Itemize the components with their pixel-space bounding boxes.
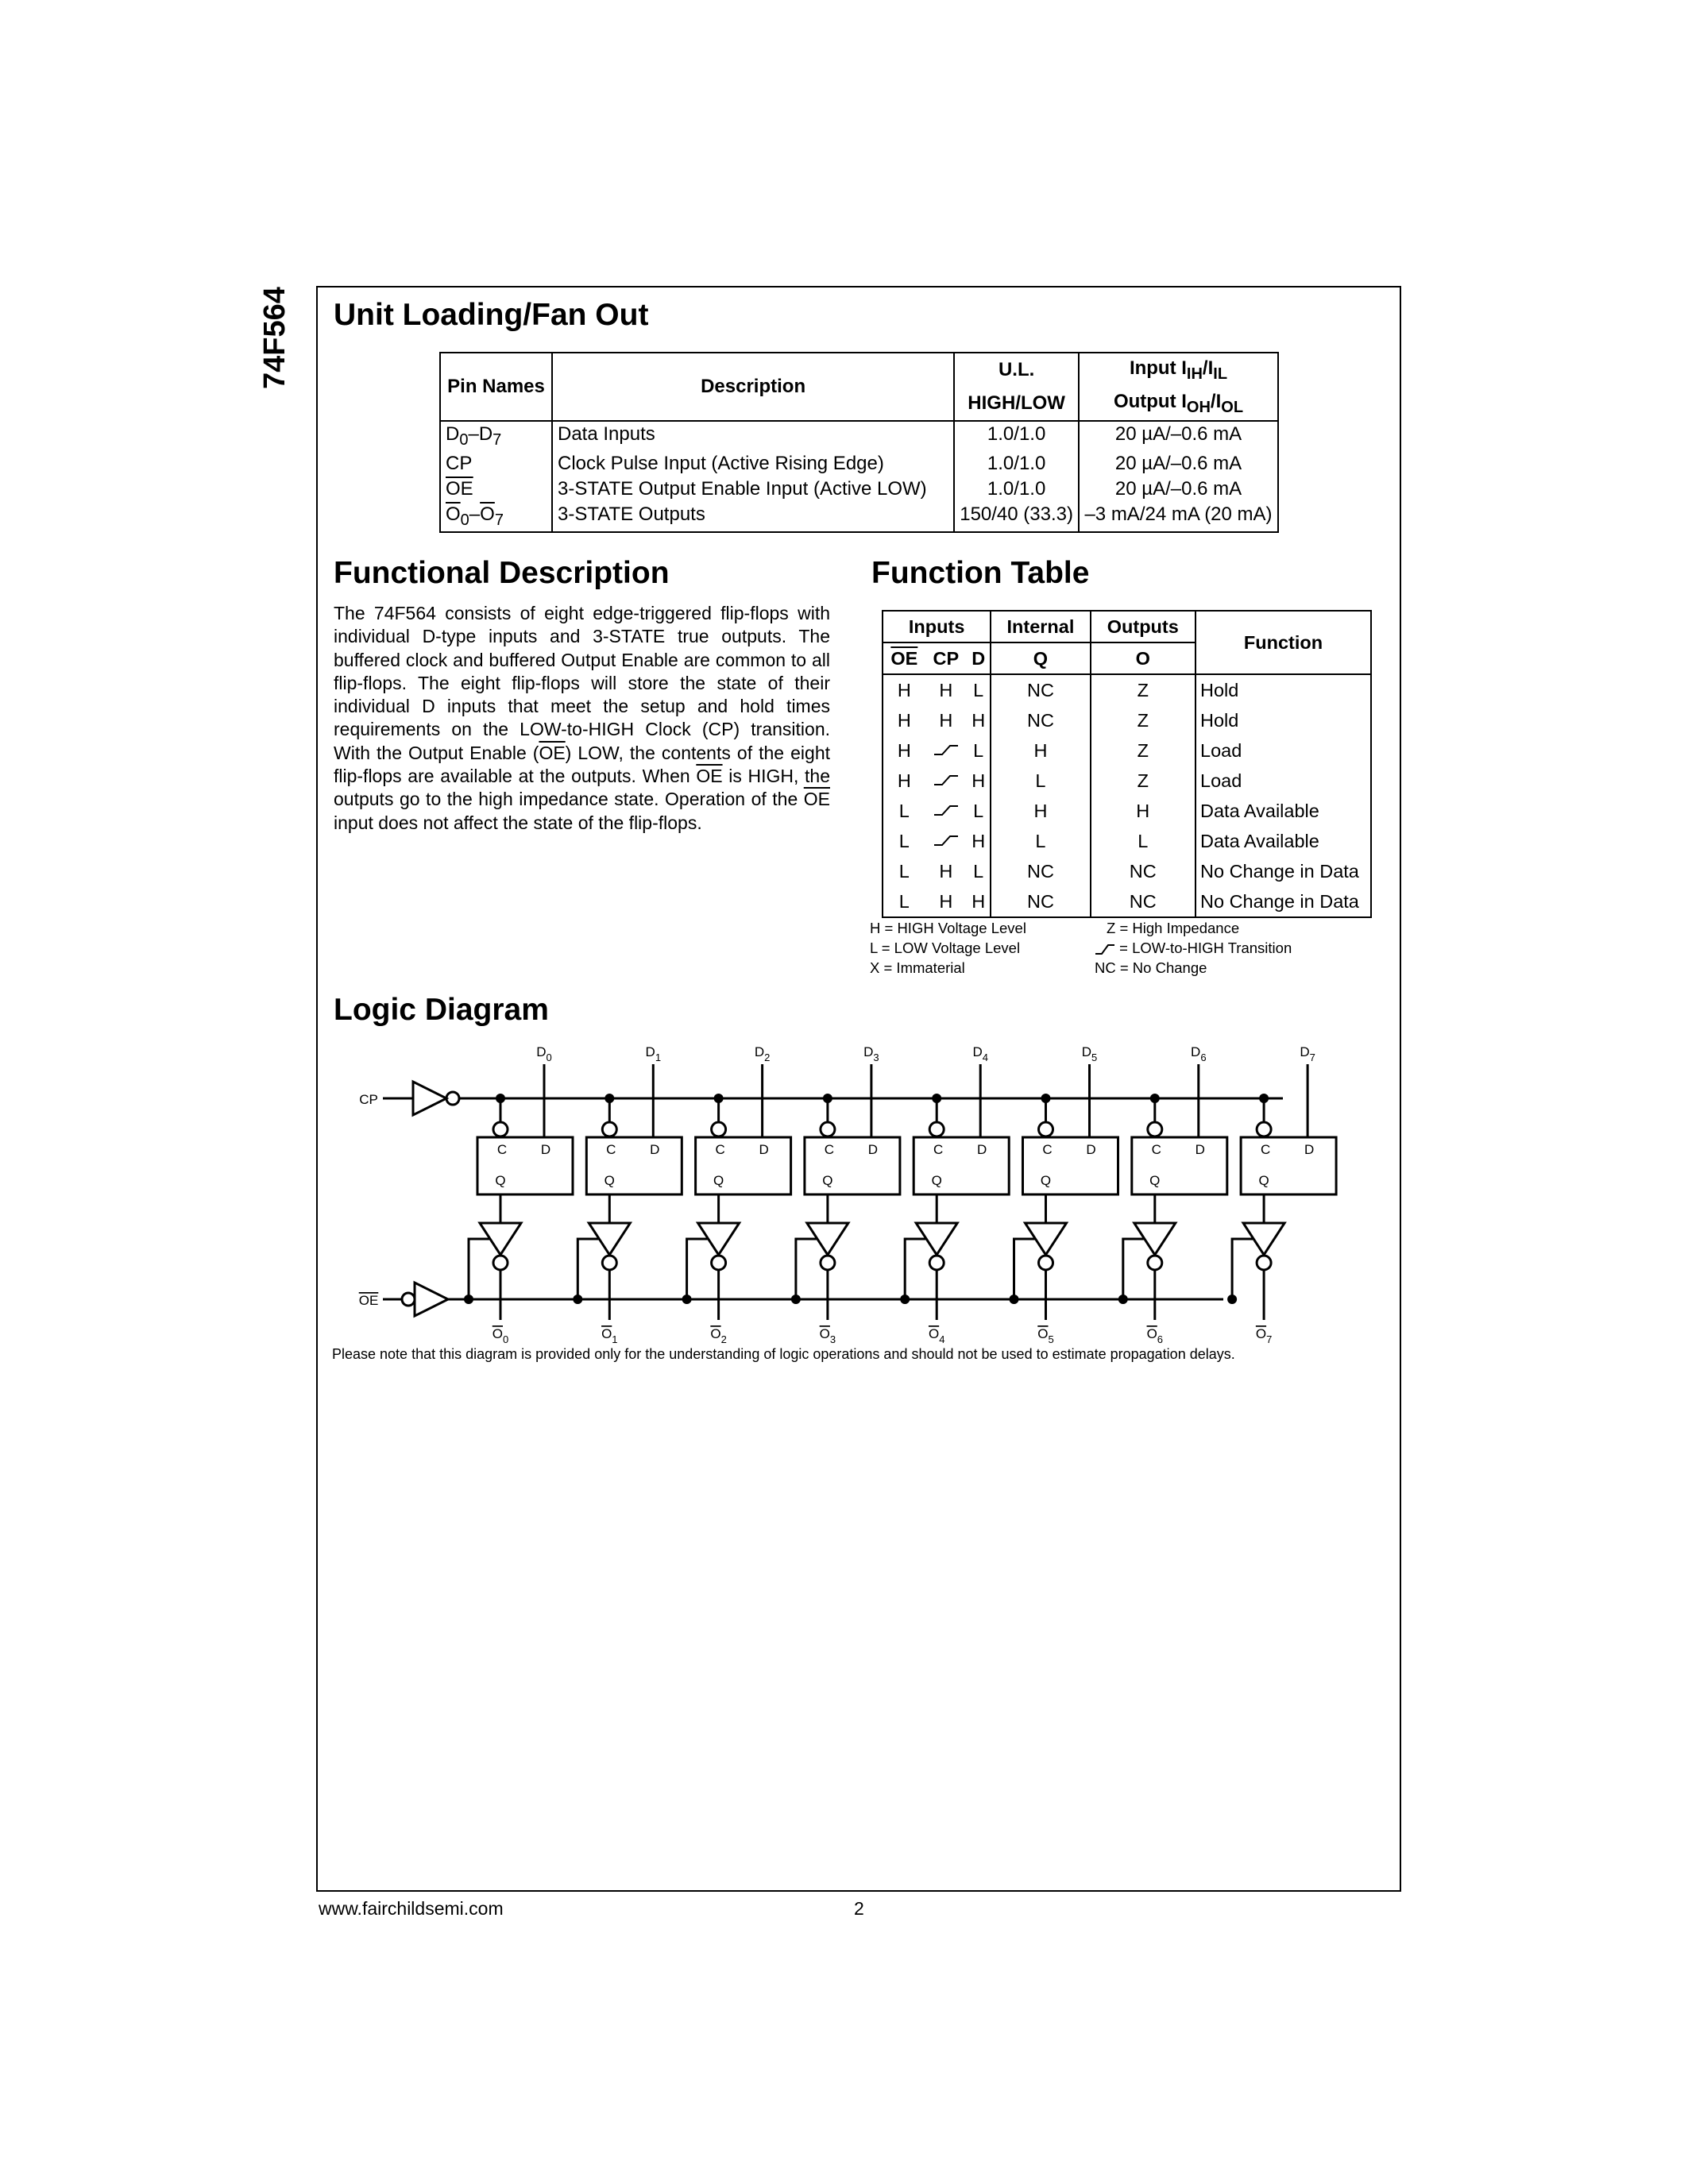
output-letter: O	[1255, 1326, 1267, 1341]
flip-flop-c-label: C	[1151, 1142, 1161, 1157]
description-cell: Data Inputs	[552, 421, 954, 451]
d-cell: L	[967, 856, 991, 886]
oe-cell: L	[883, 796, 925, 826]
legend-high: H = HIGH Voltage Level	[870, 920, 1026, 936]
oe-cell: H	[883, 735, 925, 766]
col-o: O	[1091, 642, 1196, 674]
ul-cell: 1.0/1.0	[954, 451, 1079, 477]
function-table	[882, 610, 1372, 918]
function-cell: No Change in Data	[1196, 856, 1371, 886]
clock-inversion-bubble	[929, 1122, 944, 1136]
data-input-label: $D_4$	[972, 1044, 988, 1063]
output-letter: O	[819, 1326, 830, 1341]
col-d: D	[967, 642, 991, 674]
table-row	[883, 735, 1371, 766]
cp-label: CP	[359, 1092, 378, 1107]
d-cell: H	[967, 886, 991, 917]
function-cell: Hold	[1196, 705, 1371, 735]
flip-flop-c-label: C	[824, 1142, 835, 1157]
q-cell: NC	[991, 674, 1090, 705]
col-description: Description	[552, 353, 954, 421]
legend-no-change: NC = No Change	[1095, 959, 1207, 976]
flip-flop-box	[805, 1137, 900, 1194]
output-label	[1256, 1326, 1272, 1345]
data-input-label: $D_5$	[1081, 1044, 1098, 1063]
flip-flop-d-label: D	[650, 1142, 660, 1157]
rising-edge-icon	[933, 773, 960, 787]
ul-cell: 1.0/1.0	[954, 477, 1079, 502]
enable-control-wire	[469, 1239, 489, 1299]
flip-flop-q-label: Q	[1258, 1173, 1269, 1188]
flip-flop-box	[586, 1137, 682, 1194]
q-cell: H	[991, 796, 1090, 826]
enable-control-wire	[1014, 1239, 1035, 1299]
output-label	[492, 1326, 508, 1345]
q-cell: H	[991, 735, 1090, 766]
col-ul-bottom: HIGH/LOW	[954, 387, 1079, 421]
enable-control-wire	[687, 1239, 708, 1299]
flip-flop-q-label: Q	[822, 1173, 833, 1188]
flip-flop-q-label: Q	[604, 1173, 615, 1188]
diagram-note: Please note that this diagram is provided only for the understanding of logic operations and should not be used to estimate propagation delays.	[332, 1346, 1235, 1362]
data-input-index: 3	[873, 1051, 879, 1063]
table-row	[883, 886, 1371, 917]
rising-edge-icon	[933, 743, 960, 757]
q-cell: NC	[991, 856, 1090, 886]
io-cell: 20 µA/–0.6 mA	[1079, 477, 1278, 502]
enable-control-wire	[796, 1239, 817, 1299]
flip-flop-box	[914, 1137, 1009, 1194]
flip-flop-d-label: D	[1086, 1142, 1096, 1157]
oe-buffer	[415, 1283, 448, 1316]
oe-inversion-bubble	[402, 1293, 415, 1306]
col-input-current: Input $I_{IH}/I_{IL}$	[1079, 353, 1278, 387]
unit-loading-table	[439, 352, 1279, 533]
io-cell: 20 µA/–0.6 mA	[1079, 421, 1278, 451]
output-letter: O	[492, 1326, 503, 1341]
legend-low: L = LOW Voltage Level	[870, 940, 1021, 956]
clock-inversion-bubble	[1257, 1122, 1271, 1136]
output-label	[710, 1326, 726, 1345]
data-input-index: 5	[1091, 1051, 1098, 1063]
ul-cell: 1.0/1.0	[954, 421, 1079, 451]
enable-junction-dot	[791, 1295, 801, 1304]
description-cell: 3-STATE Output Enable Input (Active LOW)	[552, 477, 954, 502]
data-input-label: $D_2$	[754, 1044, 771, 1063]
flip-flop-box	[1241, 1137, 1336, 1194]
col-q: Q	[991, 642, 1090, 674]
col-function: Function	[1196, 611, 1371, 674]
group-internal: Internal	[991, 611, 1090, 642]
flip-flop-q-label: Q	[495, 1173, 506, 1188]
oe-cell: H	[883, 674, 925, 705]
flip-flop-c-label: C	[1260, 1142, 1271, 1157]
flip-flop-q-label: Q	[931, 1173, 942, 1188]
flip-flop-d-label: D	[867, 1142, 879, 1157]
output-inversion-bubble	[493, 1256, 508, 1270]
data-input-index: 6	[1200, 1051, 1207, 1063]
table-row	[440, 477, 1278, 502]
d-cell: L	[967, 735, 991, 766]
d-cell: H	[967, 826, 991, 856]
unit-loading-heading: Unit Loading/Fan Out	[334, 298, 649, 332]
cp-cell	[925, 826, 967, 856]
oe-cell: L	[883, 856, 925, 886]
col-pin-names: Pin Names	[440, 353, 552, 421]
enable-junction-dot	[1010, 1295, 1019, 1304]
cp-buffer	[413, 1082, 446, 1115]
functional-description-text: The 74F564 consists of eight edge-triggered flip-flops with individual D-type inputs and 3-STATE true outputs. The buffered clock and buffered Output Enable are common to all flip-flops. The eight flip-flops will store the state of their individual D inputs that meet the setup and hold times requirements on the LOW-to-HIGH Clock (CP) transition. With the Output Enable $(\overline{OE})$ LOW, the contents of the eight flip-flops are available at the outputs. When $\overline{OE}$ is HIGH, the outputs go to the high impedance state. Operation of the $\overline{OE}$ input does not affect the state of the flip-flops.	[334, 603, 830, 833]
pin-cell: $\overline{O}_0-\overline{O}_7$	[440, 502, 552, 532]
cp-cell	[925, 735, 967, 766]
cp-cell: H	[925, 886, 967, 917]
q-cell: L	[991, 766, 1090, 796]
d-cell: L	[967, 796, 991, 826]
flip-flop-box	[696, 1137, 791, 1194]
function-cell: Data Available	[1196, 826, 1371, 856]
output-letter: O	[1037, 1326, 1049, 1341]
flip-flop-box	[1132, 1137, 1227, 1194]
output-letter: O	[601, 1326, 612, 1341]
pin-cell: $\overline{OE}$	[440, 477, 552, 502]
flip-flop-d-label: D	[1304, 1142, 1315, 1157]
data-input-label: $D_0$	[536, 1044, 552, 1063]
clock-inversion-bubble	[602, 1122, 616, 1136]
col-cp: CP	[925, 642, 967, 674]
table-row	[883, 856, 1371, 886]
output-label	[601, 1326, 617, 1345]
d-cell: L	[967, 674, 991, 705]
group-outputs: Outputs	[1091, 611, 1196, 642]
table-row	[440, 451, 1278, 477]
output-label	[1037, 1326, 1053, 1345]
output-label	[820, 1326, 836, 1345]
output-index: 5	[1048, 1333, 1054, 1345]
output-letter: O	[1146, 1326, 1157, 1341]
clock-inversion-bubble	[1039, 1122, 1053, 1136]
table-row	[440, 502, 1278, 532]
oe-label: OE	[358, 1293, 379, 1308]
cp-cell: H	[939, 709, 953, 731]
enable-junction-dot	[682, 1295, 692, 1304]
output-index: 0	[503, 1333, 509, 1345]
enable-control-wire	[1123, 1239, 1144, 1299]
q-cell: NC	[991, 886, 1090, 917]
d-cell: H	[967, 705, 991, 735]
data-input-label: $D_7$	[1300, 1044, 1315, 1063]
enable-control-wire	[905, 1239, 925, 1299]
output-inversion-bubble	[1039, 1256, 1053, 1270]
table-row	[883, 826, 1371, 856]
enable-control-wire	[577, 1239, 598, 1299]
output-label	[1147, 1326, 1163, 1345]
data-input-index: 0	[546, 1051, 552, 1063]
d-cell: H	[967, 766, 991, 796]
output-letter: O	[710, 1326, 721, 1341]
o-cell: Z	[1091, 674, 1196, 705]
function-cell: Hold	[1196, 674, 1371, 705]
function-cell: No Change in Data	[1196, 886, 1371, 917]
output-index: 4	[939, 1333, 945, 1345]
o-cell: Z	[1091, 735, 1196, 766]
group-inputs: Inputs	[883, 611, 991, 642]
o-cell: NC	[1091, 886, 1196, 917]
function-cell: Load	[1196, 766, 1371, 796]
io-cell: 20 µA/–0.6 mA	[1079, 451, 1278, 477]
pin-cell: $D_0-D_7$	[440, 421, 552, 451]
flip-flop-c-label: C	[606, 1142, 616, 1157]
enable-junction-dot	[1227, 1295, 1237, 1304]
flip-flop-box	[1023, 1137, 1118, 1194]
logic-diagram-heading: Logic Diagram	[334, 993, 549, 1027]
enable-control-wire	[1232, 1239, 1253, 1299]
table-row	[883, 796, 1371, 826]
o-cell: H	[1091, 796, 1196, 826]
flip-flop-c-label: C	[1042, 1142, 1053, 1157]
data-input-label: $D_6$	[1191, 1044, 1207, 1063]
side-part-number: 74F564	[258, 287, 292, 389]
footer-website: www.fairchildsemi.com	[319, 1898, 504, 1919]
flip-flop-d-label: D	[1195, 1142, 1205, 1157]
oe-cell: H	[883, 766, 925, 796]
flip-flop-c-label: C	[496, 1142, 508, 1157]
legend-immaterial: X = Immaterial	[870, 959, 965, 976]
output-inversion-bubble	[1148, 1256, 1162, 1270]
col-oe: $\overline{OE}$	[883, 642, 925, 674]
footer-page-number: 2	[854, 1898, 864, 1919]
enable-junction-dot	[1118, 1295, 1128, 1304]
ul-cell: 150/40 (33.3)	[954, 502, 1079, 532]
cp-cell: H	[939, 860, 953, 882]
flip-flop-d-label: D	[977, 1142, 987, 1157]
flip-flop-q-label: Q	[1149, 1173, 1161, 1188]
table-row	[883, 705, 1371, 735]
o-cell: L	[1091, 826, 1196, 856]
flip-flop-box	[477, 1137, 573, 1194]
q-cell: NC	[991, 705, 1090, 735]
table-row	[883, 674, 1371, 705]
oe-cell: L	[883, 886, 925, 917]
rising-edge-icon	[933, 833, 960, 847]
o-cell: NC	[1091, 856, 1196, 886]
output-index: 3	[829, 1333, 836, 1345]
col-ul-top: U.L.	[954, 353, 1079, 387]
enable-junction-dot	[900, 1295, 910, 1304]
output-inversion-bubble	[602, 1256, 616, 1270]
clock-inversion-bubble	[712, 1122, 726, 1136]
o-cell: Z	[1091, 705, 1196, 735]
output-index: 1	[612, 1333, 618, 1345]
table-row	[883, 766, 1371, 796]
flip-flop-q-label: Q	[1040, 1173, 1052, 1188]
clock-inversion-bubble	[1148, 1122, 1162, 1136]
legend-high-impedance: Z = High Impedance	[1107, 920, 1240, 936]
description-cell: 3-STATE Outputs	[552, 502, 954, 532]
output-inversion-bubble	[821, 1256, 835, 1270]
cp-cell: H	[939, 679, 953, 700]
data-input-label: $D_3$	[863, 1044, 879, 1063]
function-cell: Load	[1196, 735, 1371, 766]
clock-inversion-bubble	[493, 1122, 508, 1136]
rising-edge-icon	[933, 803, 960, 817]
description-cell: Clock Pulse Input (Active Rising Edge)	[552, 451, 954, 477]
legend-transition: = LOW-to-HIGH Transition	[1095, 940, 1292, 957]
flip-flop-q-label: Q	[713, 1173, 724, 1188]
output-inversion-bubble	[712, 1256, 726, 1270]
oe-cell: L	[883, 826, 925, 856]
output-label	[929, 1326, 944, 1345]
function-table-heading: Function Table	[871, 556, 1090, 590]
clock-inversion-bubble	[821, 1122, 835, 1136]
enable-junction-dot	[464, 1295, 473, 1304]
pin-cell: CP	[440, 451, 552, 477]
data-input-index: 2	[764, 1051, 771, 1063]
col-output-current: Output $I_{OH}/I_{OL}$	[1079, 387, 1278, 421]
table-row	[440, 421, 1278, 451]
output-inversion-bubble	[1257, 1256, 1271, 1270]
q-cell: L	[991, 826, 1090, 856]
data-input-index: 7	[1309, 1051, 1315, 1063]
cp-cell	[925, 766, 967, 796]
flip-flop-d-label: D	[540, 1142, 551, 1157]
output-index: 2	[720, 1333, 727, 1345]
output-index: 6	[1157, 1333, 1164, 1345]
enable-junction-dot	[573, 1295, 582, 1304]
data-input-label: $D_1$	[645, 1044, 662, 1063]
flip-flop-c-label: C	[933, 1142, 944, 1157]
flip-flop-c-label: C	[715, 1142, 725, 1157]
cp-cell	[925, 796, 967, 826]
o-cell: Z	[1091, 766, 1196, 796]
output-index: 7	[1266, 1333, 1273, 1345]
function-cell: Data Available	[1196, 796, 1371, 826]
logic-diagram	[350, 1040, 1382, 1358]
output-inversion-bubble	[929, 1256, 944, 1270]
data-input-index: 1	[655, 1051, 662, 1063]
data-input-index: 4	[982, 1051, 988, 1063]
rising-edge-icon	[1095, 943, 1115, 955]
io-cell: –3 mA/24 mA (20 mA)	[1079, 502, 1278, 532]
flip-flop-d-label: D	[759, 1142, 769, 1157]
output-letter: O	[928, 1326, 940, 1341]
functional-description-heading: Functional Description	[334, 556, 670, 590]
oe-cell: H	[883, 705, 925, 735]
